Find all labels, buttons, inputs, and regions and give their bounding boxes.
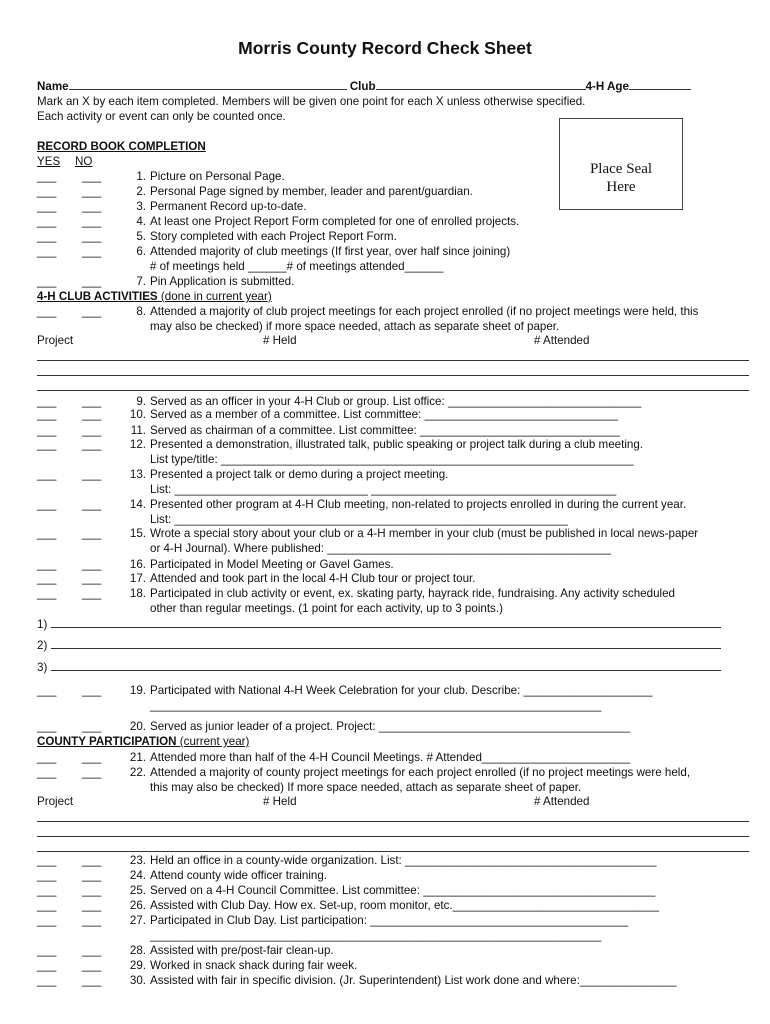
no-checkbox-blank[interactable]: ___	[82, 974, 102, 987]
no-checkbox-blank[interactable]: ___	[82, 558, 102, 571]
item-text: Served on a 4-H Council Committee. List committee: ____________________________________	[150, 884, 656, 897]
project-line[interactable]	[37, 360, 749, 361]
item-number: 28.	[129, 944, 146, 957]
item-text-continued: # of meetings held ______# of meetings attended______	[150, 260, 444, 273]
yes-checkbox-blank[interactable]: ___	[37, 245, 57, 258]
item-number: 16.	[129, 558, 146, 571]
item-number: 18.	[129, 587, 146, 600]
item-number: 22.	[129, 766, 146, 779]
yes-checkbox-blank[interactable]: ___	[37, 944, 57, 957]
item-number: 1.	[136, 170, 146, 183]
no-checkbox-blank[interactable]: ___	[82, 959, 102, 972]
club-activities-title: 4-H CLUB ACTIVITIES	[37, 290, 158, 303]
item-text: Participated in Model Meeting or Gavel Games.	[150, 558, 394, 571]
item-text-continued: this may also be checked) If more space needed, attach as separate sheet of paper.	[150, 781, 582, 794]
yes-checkbox-blank[interactable]: ___	[37, 438, 57, 451]
project-line[interactable]	[37, 836, 749, 837]
item-number: 24.	[129, 869, 146, 882]
activity-line-3-blank[interactable]	[51, 659, 721, 671]
no-checkbox-blank[interactable]: ___	[82, 185, 102, 198]
item-text: Personal Page signed by member, leader and parent/guardian.	[150, 185, 473, 198]
yes-checkbox-blank[interactable]: ___	[37, 408, 57, 421]
held-col-label: # Held	[263, 334, 297, 347]
item-number: 4.	[136, 215, 146, 228]
item-number: 5.	[136, 230, 146, 243]
item-number: 2.	[136, 185, 146, 198]
item-text-continued: List: ______________________________ ______________________________________	[150, 483, 617, 496]
no-checkbox-blank[interactable]: ___	[82, 854, 102, 867]
no-checkbox-blank[interactable]: ___	[82, 527, 102, 540]
item-number: 20.	[129, 720, 146, 733]
yes-checkbox-blank[interactable]: ___	[37, 572, 57, 585]
yes-checkbox-blank[interactable]: ___	[37, 185, 57, 198]
seal-text-2: Here	[606, 179, 636, 195]
no-checkbox-blank[interactable]: ___	[82, 720, 102, 733]
item-text: Story completed with each Project Report Form.	[150, 230, 397, 243]
item-text: Worked in snack shack during fair week.	[150, 959, 358, 972]
item-number: 25.	[129, 884, 146, 897]
project-col-label: Project	[37, 334, 74, 347]
item-number: 11.	[130, 424, 146, 437]
yes-checkbox-blank[interactable]: ___	[37, 884, 57, 897]
yes-checkbox-blank[interactable]: ___	[37, 854, 57, 867]
item-text-continued: List: _____________________________________________________________	[150, 513, 568, 526]
no-checkbox-blank[interactable]: ___	[82, 587, 102, 600]
club-activities-note: (done in current year)	[157, 290, 272, 303]
item-number: 15.	[129, 527, 146, 540]
yes-checkbox-blank[interactable]: ___	[37, 498, 57, 511]
yes-checkbox-blank[interactable]: ___	[37, 684, 57, 697]
activity-line-1-blank[interactable]	[51, 616, 721, 628]
item-text-continued: ______________________________________________________________________	[150, 699, 602, 712]
item-text-continued: may also be checked) if more space needed, attach as separate sheet of paper.	[150, 320, 560, 333]
instruction-line-2: Each activity or event can only be counted once.	[37, 110, 286, 123]
item-text: Assisted with Club Day. How ex. Set-up, room monitor, etc.________________________________	[150, 899, 659, 912]
no-checkbox-blank[interactable]: ___	[82, 914, 102, 927]
no-checkbox-blank[interactable]: ___	[82, 200, 102, 213]
yes-column-header: YES	[37, 155, 61, 168]
yes-checkbox-blank[interactable]: ___	[37, 959, 57, 972]
item-text: Presented a project talk or demo during a project meeting.	[150, 468, 449, 481]
no-checkbox-blank[interactable]: ___	[82, 408, 102, 421]
yes-checkbox-blank[interactable]: ___	[37, 914, 57, 927]
no-checkbox-blank[interactable]: ___	[82, 395, 102, 408]
activity-line-2	[37, 637, 721, 653]
seal-text-1: Place Seal	[589, 161, 653, 177]
item-text: Attended and took part in the local 4-H Club tour or project tour.	[150, 572, 476, 585]
yes-checkbox-blank[interactable]: ___	[37, 751, 57, 764]
yes-checkbox-blank[interactable]: ___	[37, 424, 57, 437]
page-title: Morris County Record Check Sheet	[238, 38, 532, 58]
yes-checkbox-blank[interactable]: ___	[37, 395, 57, 408]
no-checkbox-blank[interactable]: ___	[82, 424, 102, 437]
no-checkbox-blank[interactable]: ___	[82, 245, 102, 258]
instruction-line-1: Mark an X by each item completed. Members will be given one point for each X unless otherwise specified.	[37, 95, 586, 108]
item-text: Attended more than half of the 4-H Council Meetings. # Attended_______________________	[150, 751, 631, 764]
project-line[interactable]	[37, 851, 749, 852]
item-number: 26.	[129, 899, 146, 912]
item-text: Attended a majority of county project meetings for each project enrolled (if no project meetings were held,	[150, 766, 691, 779]
item-text: Pin Application is submitted.	[150, 275, 295, 288]
item-text-continued: or 4-H Journal). Where published: ____________________________________________	[150, 542, 611, 555]
activity-line-2-blank[interactable]	[51, 637, 721, 649]
no-checkbox-blank[interactable]: ___	[82, 170, 102, 183]
item-number: 30.	[129, 974, 146, 987]
activity-line-1	[37, 616, 721, 632]
item-number: 27.	[129, 914, 146, 927]
activity-line-3-label: 3)	[37, 661, 51, 674]
name-blank[interactable]	[69, 78, 347, 90]
yes-checkbox-blank[interactable]: ___	[37, 200, 57, 213]
item-number: 29.	[129, 959, 146, 972]
yes-checkbox-blank[interactable]: ___	[37, 215, 57, 228]
item-number: 19.	[129, 684, 146, 697]
item-number: 10.	[129, 408, 146, 421]
no-checkbox-blank[interactable]: ___	[82, 275, 102, 288]
no-checkbox-blank[interactable]: ___	[82, 766, 102, 779]
no-checkbox-blank[interactable]: ___	[82, 468, 102, 481]
item-text: Served as a member of a committee. List committee: ______________________________	[150, 408, 618, 421]
item-number: 13.	[129, 468, 146, 481]
item-text: Picture on Personal Page.	[150, 170, 285, 183]
yes-checkbox-blank[interactable]: ___	[37, 230, 57, 243]
club-label: Club	[349, 80, 376, 93]
item-text: Participated in club activity or event, ex. skating party, hayrack ride, fundraising. Any activity scheduled	[150, 587, 675, 600]
item-text: Assisted with pre/post-fair clean-up.	[150, 944, 334, 957]
item-text: Presented a demonstration, illustrated talk, public speaking or project talk during a club meeting.	[150, 438, 644, 451]
item-number: 21.	[129, 751, 146, 764]
yes-checkbox-blank[interactable]: ___	[37, 720, 57, 733]
project-line[interactable]	[37, 375, 749, 376]
yes-checkbox-blank[interactable]: ___	[37, 766, 57, 779]
no-checkbox-blank[interactable]: ___	[82, 944, 102, 957]
section-club-activities	[37, 289, 272, 304]
item-text-continued: other than regular meetings. (1 point for each activity, up to 3 points.)	[150, 602, 503, 615]
county-note: (current year)	[176, 735, 250, 748]
age-label: 4-H Age	[585, 80, 629, 93]
item-text: Served as an officer in your 4-H Club or group. List office: ______________________________	[150, 395, 642, 408]
item-text: At least one Project Report Form completed for one of enrolled projects.	[150, 215, 520, 228]
no-checkbox-blank[interactable]: ___	[82, 305, 102, 318]
item-text: Held an office in a county-wide organization. List: _______________________________________	[150, 854, 657, 867]
no-checkbox-blank[interactable]: ___	[82, 899, 102, 912]
item-text-continued: List type/title: ________________________________________________________________	[150, 453, 634, 466]
yes-checkbox-blank[interactable]: ___	[37, 974, 57, 987]
yes-checkbox-blank[interactable]: ___	[37, 587, 57, 600]
no-checkbox-blank[interactable]: ___	[82, 438, 102, 451]
yes-checkbox-blank[interactable]: ___	[37, 468, 57, 481]
item-number: 7.	[136, 275, 146, 288]
project-line[interactable]	[37, 390, 749, 391]
project-line[interactable]	[37, 821, 749, 822]
section-county	[37, 734, 249, 749]
activity-line-3	[37, 659, 721, 675]
attended-col-label: # Attended	[534, 334, 590, 347]
item-number: 3.	[136, 200, 146, 213]
yes-checkbox-blank[interactable]: ___	[37, 558, 57, 571]
no-column-header: NO	[75, 155, 93, 168]
item-text: Permanent Record up-to-date.	[150, 200, 307, 213]
item-text: Attended majority of club meetings (If first year, over half since joining)	[150, 245, 511, 258]
no-checkbox-blank[interactable]: ___	[82, 684, 102, 697]
item-text: Served as chairman of a committee. List committee: _______________________________	[150, 424, 620, 437]
item-text: Attend county wide officer training.	[150, 869, 328, 882]
name-label: Name	[37, 80, 69, 93]
yes-checkbox-blank[interactable]: ___	[37, 869, 57, 882]
county-title: COUNTY PARTICIPATION	[37, 735, 177, 748]
no-checkbox-blank[interactable]: ___	[82, 572, 102, 585]
held-col-label: # Held	[263, 795, 297, 808]
no-checkbox-blank[interactable]: ___	[82, 230, 102, 243]
project-col-label: Project	[37, 795, 74, 808]
name-field-row	[37, 78, 691, 94]
no-checkbox-blank[interactable]: ___	[82, 751, 102, 764]
item-number: 14.	[129, 498, 146, 511]
item-number: 23.	[129, 854, 146, 867]
section-record-book: RECORD BOOK COMPLETION	[37, 140, 206, 153]
yes-checkbox-blank[interactable]: ___	[37, 275, 57, 288]
item-number: 17.	[129, 572, 146, 585]
item-text: Presented other program at 4-H Club meeting, non-related to projects enrolled in during the current year.	[150, 498, 687, 511]
yes-checkbox-blank[interactable]: ___	[37, 170, 57, 183]
item-number: 9.	[136, 395, 146, 408]
no-checkbox-blank[interactable]: ___	[82, 498, 102, 511]
item-text: Participated with National 4-H Week Celebration for your club. Describe: ____________________	[150, 684, 653, 697]
yes-checkbox-blank[interactable]: ___	[37, 305, 57, 318]
item-text-continued: ______________________________________________________________________	[150, 929, 602, 942]
item-number: 12.	[129, 438, 146, 451]
no-checkbox-blank[interactable]: ___	[82, 215, 102, 228]
no-checkbox-blank[interactable]: ___	[82, 869, 102, 882]
no-checkbox-blank[interactable]: ___	[82, 884, 102, 897]
attended-col-label: # Attended	[534, 795, 590, 808]
activity-line-1-label: 1)	[37, 618, 51, 631]
item-number: 6.	[136, 245, 146, 258]
yes-checkbox-blank[interactable]: ___	[37, 527, 57, 540]
activity-line-2-label: 2)	[37, 639, 51, 652]
item-text: Assisted with fair in specific division. (Jr. Superintendent) List work done and where:_______________	[150, 974, 677, 987]
item-text: Attended a majority of club project meetings for each project enrolled (if no project meetings were held, this	[150, 305, 699, 318]
yes-checkbox-blank[interactable]: ___	[37, 899, 57, 912]
club-blank[interactable]	[376, 78, 586, 90]
seal-box	[559, 118, 683, 210]
item-number: 8.	[136, 305, 146, 318]
item-text: Served as junior leader of a project. Project: _______________________________________	[150, 720, 631, 733]
item-text: Wrote a special story about your club or a 4-H member in your club (must be published in local news-paper	[150, 527, 699, 540]
age-blank[interactable]	[629, 78, 691, 90]
item-text: Participated in Club Day. List participation: ________________________________________	[150, 914, 629, 927]
